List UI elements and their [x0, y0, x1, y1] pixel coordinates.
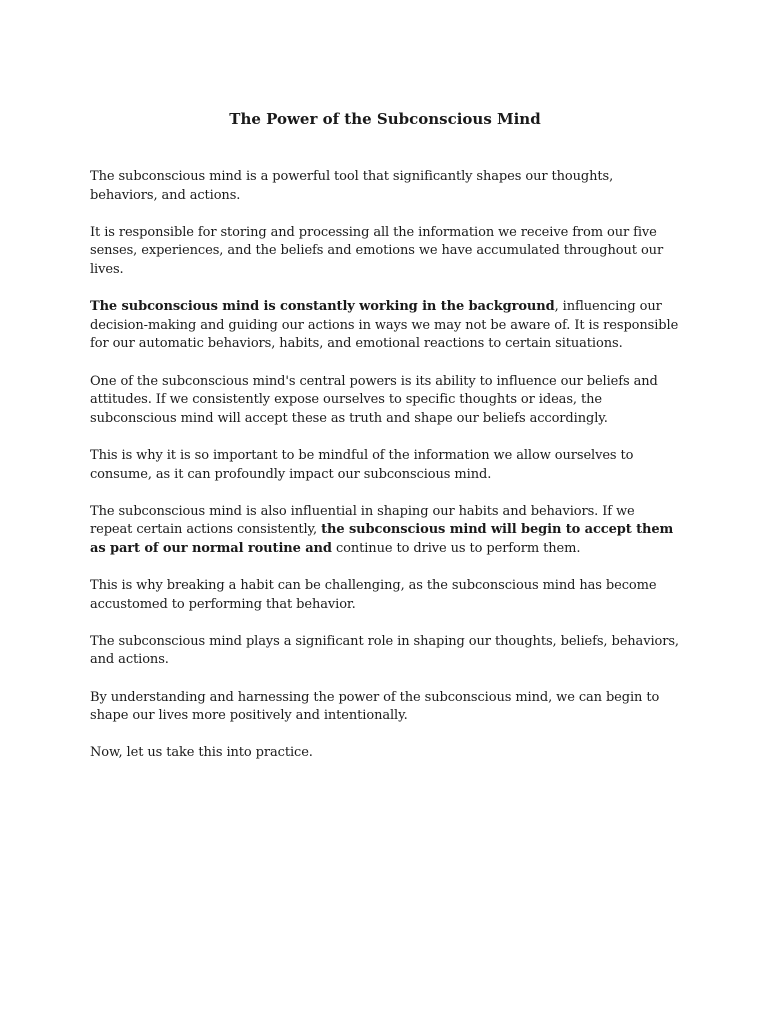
text-run: By understanding and harnessing the power of the subconscious mind, we can begin to shape our lives more positively and intentionally. [90, 689, 660, 724]
body-paragraph [90, 373, 680, 429]
body-paragraph [90, 689, 680, 726]
body-paragraph [90, 577, 680, 614]
body-paragraph [90, 224, 680, 280]
text-run: One of the subconscious mind's central powers is its ability to influence our beliefs and attitudes. If we consistently expose ourselves to specific thoughts or ideas, the subconscious mind will accept these as truth and shape our beliefs accordingly. [90, 373, 658, 426]
body-paragraph [90, 298, 680, 354]
text-run: This is why breaking a habit can be challenging, as the subconscious mind has become accustomed to performing that behavior. [90, 578, 657, 612]
text-run: The subconscious mind plays a significant role in shaping our thoughts, beliefs, behaviors, and actions. [90, 633, 679, 668]
body-paragraph [90, 503, 680, 559]
body-paragraph [90, 633, 680, 670]
body-paragraph [90, 447, 680, 484]
document-page [90, 108, 680, 782]
document-title: The Power of the Subconscious Mind [229, 110, 541, 128]
text-run: continue to drive us to perform them. [331, 540, 581, 556]
text-run: The subconscious mind is a powerful tool that significantly shapes our thoughts, behaviors, and actions. [90, 169, 614, 203]
body-paragraph [90, 168, 680, 205]
text-run: The subconscious mind is also influential in shaping our habits and behaviors. If we repeat certain actions consistently, [90, 503, 635, 538]
bold-text-run: The subconscious mind is constantly working in the background [90, 299, 555, 315]
body-paragraph [90, 744, 680, 763]
bold-text-run: the subconscious mind will begin to accept them as part of our normal routine and [90, 522, 674, 556]
text-run: This is why it is so important to be mindful of the information we allow ourselves to consume, as it can profoundly impact our subconscious mind. [90, 447, 634, 482]
text-run: It is responsible for storing and processing all the information we receive from our five senses, experiences, and the beliefs and emotions we have accumulated throughout our lives. [90, 224, 664, 277]
text-run: , influencing our decision-making and guiding our actions in ways we may not be aware of. It is responsible for our automatic behaviors, habits, and emotional reactions to certain situations. [90, 299, 679, 352]
text-run: Now, let us take this into practice. [90, 745, 313, 761]
document-body [90, 168, 680, 763]
